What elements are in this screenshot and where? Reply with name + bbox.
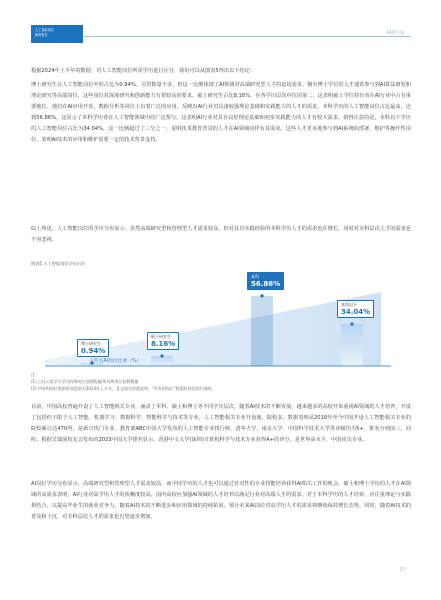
chart-svg — [31, 272, 411, 372]
page-header — [0, 0, 441, 44]
intro-paragraph: 根据2024年上半年的数据，对人工智能岗位所需学历进行区分，我们可以从图表5得出以下结论： — [31, 68, 256, 74]
bar-value-2: 8.16% — [151, 339, 176, 348]
chart-axis-label: 占所有AI岗位比重（%） — [89, 359, 142, 364]
bar-category-3: 本科 — [251, 274, 259, 279]
summary-paragraph: 综上所述，人工智能岗位的学历分布显示，虽然高端研究型和管理型人才需求较高，但对具有实践经验的本科学历人才的需求也在增长，同时对专科层次人才的需求也不容忽视。 — [31, 226, 411, 243]
chart-notes — [31, 371, 411, 392]
bar-category-2: 硕士研究生 — [151, 333, 171, 339]
bar-marker-2 — [160, 354, 163, 357]
bar-label-2 — [147, 332, 179, 350]
universities-paragraph: 目前，中国高校普遍开设了人工智能相关专业，涵盖了本科、硕士和博士等不同学历层次。随着AI技术的不断发展，越来越多的高校开始重视AI领域的人才培养，开设了包括但不限于人工智能、机器学习、数据科学、智能科学与技术等专业。人工智能相关专业开设後，院校多，数据表明从2018年至今中国开设人工智能相关专业的院校累计达470所，是新兴热门专业。教育部ABC中国大学发布的人工智能专业排行榜，清华大学、南京大学、中国科学技术大学等评级均为5+，排名分列前三。同时，根据艾瑞深校友会发布的2023中国大学排名显示，香港中文大学(深圳)计算机科学与技术专业获得A+的评分，是世界高水平、中国顶尖专业。 — [31, 404, 411, 443]
report-tab-line2: 薪资报告 — [35, 32, 48, 37]
note-1: (1) 占比=某学历学历的AI岗位招聘数量/所有AI岗位招聘数量 — [31, 379, 139, 384]
chart-caption: 图表5 人工智能岗位学历占比 — [31, 261, 86, 266]
bar-value-1: 0.94% — [81, 347, 106, 355]
outlook-paragraph: AI岗位学历分布显示，高端研究型和管理型人才需求较高，而中技学历的人才也可以通过针对性的专业技能培养获得AI相关工作的机会。硕士和博士学历的人才在AI领域的高需求表明，AI行业对高学历人才的依赖度较高。国内高校应加强AI领域的人才培养以满足行业对高端人才的需求。对于本科学历的人才培养，应注重理论与实践相结合，以提高毕业生的就业竞争力。随着AI技术的不断进步和应用领域的持续拓展，预计未来AI岗位对高学历人才的需求将继续保持增长态势。同时，随着AI技术的普及和下沉，对专科层次人才的需求也有望逐步增加。 — [31, 481, 411, 520]
bar-label-4 — [337, 300, 374, 318]
bar-value-4: 34.04% — [341, 308, 371, 317]
note-2: (2) 所有AI岗位数据时间范围为2024年上半年，且文如实样都说明，"所有AI岗位"数据时间范围均通用。 — [31, 386, 216, 391]
bar-label-3 — [247, 272, 284, 290]
analysis-paragraph: 博士研究生在人工智能岗位中的占比为0.94%。尽管数量不多，但这一比例体现了AI领域对高端研究型人才的迫切需求。拥有博士学位的人才通常参与到AI算法研发和理论研究等高端岗位，这些岗位对深度研究和创新能力有着较高的要求。硕士研究生占比8.16%，在各学历层次中位居第二，这表明硕士学位持有者在AI行业中占有重要地位。他们在AI应用开发、数据分析等岗位上有着广泛的应用，反映出AI行业对具备较强理论基础和实践能力的人才的需求。本科学历的人工智能岗位占比最高，达到56.86%，这显示了本科学历者在人工智能领域中的广泛参与。这表明AI行业对具有良好理论基础和初步实践能力的人才有较大需求。值得注意的是，本科以下学历的人工智能岗位占比为34.04%，这一比例超过了三分之一，说明技术教育背景的人才在AI领域同样有其需求。这些人才更多地参与到AI系统的部署、维护等操作性岗位，表明AI技术的应用和维护需要一定的技术背景支持。 — [31, 82, 411, 143]
report-tab — [31, 25, 83, 43]
bar-value-3: 56.86% — [251, 280, 281, 288]
bar-label-1 — [77, 339, 109, 357]
part-label: PART 02 — [386, 30, 405, 35]
bar-marker-4 — [350, 322, 353, 325]
bar-category-4: 本科以下 — [341, 302, 357, 308]
bar-4 — [341, 324, 363, 366]
report-tab-line1: 人工智能岗位 — [35, 28, 55, 32]
bar-marker-3 — [260, 294, 263, 297]
page-number: 17 — [399, 567, 405, 572]
header-divider — [83, 36, 411, 37]
bar-3 — [251, 296, 273, 366]
education-chart — [31, 272, 411, 382]
bar-category-1: 博士研究生 — [81, 341, 101, 346]
notes-title: 注： — [31, 372, 39, 377]
